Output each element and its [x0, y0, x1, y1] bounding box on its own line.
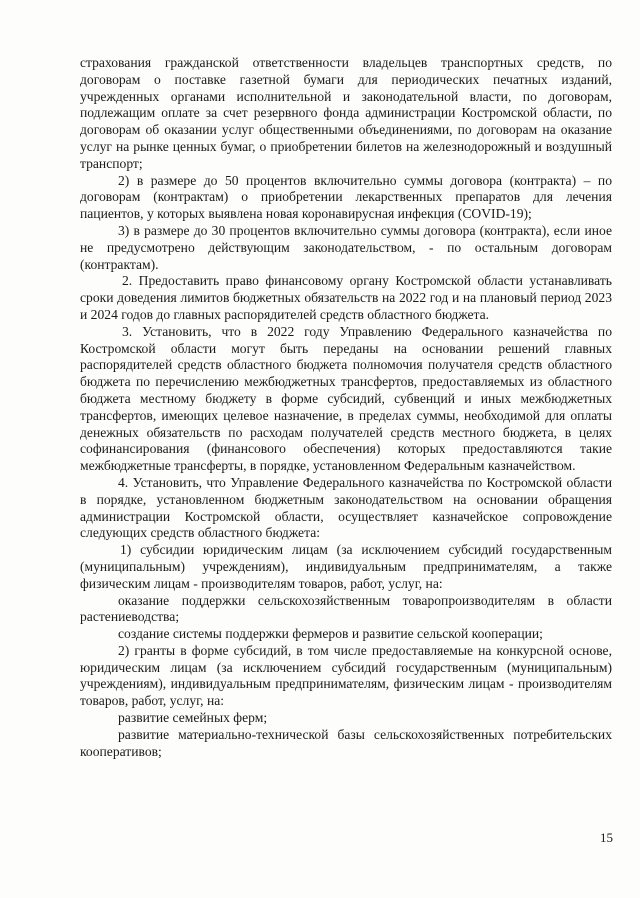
paragraph-clause-2: 2. Предоставить право финансовому органу Костромской области устанавливать сроки доведения лимитов бюджетных обязательств на 2022 год и на плановый период 2023 и 2024 годов до главных распорядителей средств областного бюджета.: [80, 273, 612, 322]
paragraph-cooperatives: развитие материально-технической базы сельскохозяйственных потребительских кооперативов;: [80, 726, 612, 759]
paragraph-crop-support: оказание поддержки сельскохозяйственным товаропроизводителям в области растениеводства;: [80, 592, 612, 625]
page-number: 15: [600, 830, 613, 845]
document-body: [80, 55, 612, 760]
paragraph-farmer-support: создание системы поддержки фермеров и развитие сельской кооперации;: [118, 626, 543, 642]
paragraph-item-2: 2) в размере до 50 процентов включительно суммы договора (контракта) – по договорам (контрактам) о приобретении лекарственных препаратов для лечения пациентов, у которых выявлена новая коронавирусная инфекция (COVID-19);: [80, 172, 612, 222]
paragraph-clause-4: 4. Установить, что Управление Федерального казначейства по Костромской области в порядке, установленном бюджетным законодательством на основании обращения администрации Костромской области, осуществляет казначейское сопровождение следующих средств областного бюджета:: [80, 474, 612, 541]
paragraph-subsidies-1: 1) субсидии юридическим лицам (за исключением субсидий государственным (муниципальным) учреждениям), индивидуальным предпринимателям, а также физическим лицам - производителям товаров, работ, услуг, на:: [80, 542, 612, 591]
paragraph-item-3: 3) в размере до 30 процентов включительно суммы договора (контракта), если иное не предусмотрено действующим законодательством, - по остальным договорам (контрактам).: [80, 222, 612, 272]
paragraph-clause-3: 3. Установить, что в 2022 году Управлению Федерального казначейства по Костромской области могут быть переданы на основании решений главных распорядителей средств областного бюджета полномочия получателя средств областного бюджета по перечислению межбюджетных трансфертов, предоставляемых из областного бюджета местному бюджету в форме субсидий, субвенций и иных межбюджетных трансфертов, имеющих целевое назначение, в пределах суммы, необходимой для оплаты денежных обязательств по расходам получателей средств местного бюджета, в целях софинансирования (финансового обеспечения) которых предоставляются такие межбюджетные трансферты, в порядке, установленном Федеральным казначейством.: [80, 323, 612, 474]
paragraph-grants-2: 2) гранты в форме субсидий, в том числе предоставляемые на конкурсной основе, юридическим лицам (за исключением субсидий государственным (муниципальным) учреждениям), индивидуальным предпринимателям, физическим лицам - производителям товаров, работ, услуг, на:: [80, 642, 612, 709]
paragraph-family-farms: развитие семейных ферм;: [118, 710, 268, 726]
paragraph-continuation: страхования гражданской ответственности владельцев транспортных средств, по договорам о поставке газетной бумаги для периодических печатных изданий, учрежденных органами исполнительной и законодательной власти, по договорам, подлежащим оплате за счет резервного фонда администрации Костромской области, по договорам об оказании услуг общественными объединениями, по договорам на оказание услуг на рынке ценных бумаг, о приобретении билетов на железнодорожный и воздушный транспорт;: [80, 55, 612, 171]
